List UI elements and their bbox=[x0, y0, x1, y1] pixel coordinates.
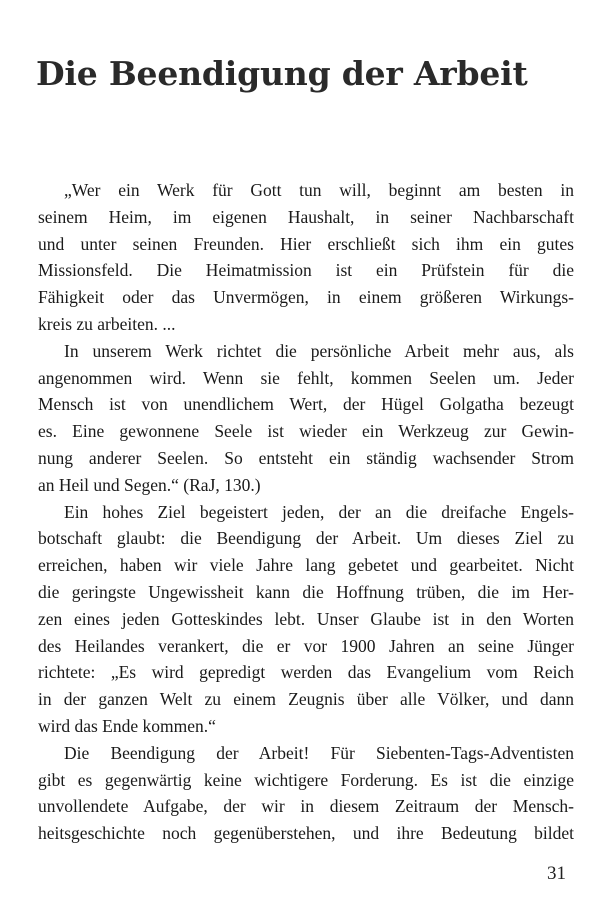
text-line: angenommen wird. Wenn sie fehlt, kommen Seelen um. Jeder bbox=[38, 367, 574, 388]
text-line: gibt es gegenwärtig keine wichtigere Forderung. Es ist die einzige bbox=[38, 769, 574, 790]
text-line: heitsgeschichte noch gegenüberstehen, und ihre Bedeutung bildet bbox=[38, 823, 574, 844]
text-line: unvollendete Aufgabe, der wir in diesem Zeitraum der Mensch- bbox=[38, 796, 574, 817]
text-line: erreichen, haben wir viele Jahre lang gebetet und gearbeitet. Nicht bbox=[38, 555, 574, 576]
text-line: die geringste Ungewissheit kann die Hoffnung trüben, die im Her- bbox=[38, 581, 574, 602]
text-line: es. Eine gewonnene Seele ist wieder ein Werkzeug zur Gewin- bbox=[38, 421, 574, 442]
text-line: kreis zu arbeiten. ... bbox=[38, 313, 176, 334]
text-line: zen eines jeden Gotteskindes lebt. Unser Glaube ist in den Worten bbox=[38, 608, 574, 629]
text-line: Ein hohes Ziel begeistert jeden, der an die dreifache Engels- bbox=[64, 501, 574, 522]
text-line: des Heilandes verankert, die er vor 1900 Jahren an seine Jünger bbox=[38, 635, 574, 656]
text-line: Die Beendigung der Arbeit! Für Siebenten-Tags-Adventisten bbox=[64, 742, 574, 763]
page-number: 31 bbox=[547, 863, 566, 884]
text-line: Missionsfeld. Die Heimatmission ist ein Prüfstein für die bbox=[38, 260, 574, 281]
chapter-title: Die Beendigung der Arbeit bbox=[36, 54, 528, 93]
text-line: wird das Ende kommen.“ bbox=[38, 715, 216, 736]
body-text bbox=[38, 177, 574, 847]
text-line: nung anderer Seelen. So entsteht ein ständig wachsender Strom bbox=[38, 447, 574, 468]
text-line: Fähigkeit oder das Unvermögen, in einem größeren Wirkungs- bbox=[38, 287, 574, 308]
text-line: in der ganzen Welt zu einem Zeugnis über alle Völker, und dann bbox=[38, 689, 574, 710]
text-line: und unter seinen Freunden. Hier erschließt sich ihm ein gutes bbox=[38, 233, 574, 254]
text-line: richtete: „Es wird gepredigt werden das Evangelium vom Reich bbox=[38, 662, 574, 683]
text-line: „Wer ein Werk für Gott tun will, beginnt am besten in bbox=[64, 180, 574, 200]
text-line: seinem Heim, im eigenen Haushalt, in seiner Nachbarschaft bbox=[38, 206, 574, 227]
text-line: botschaft glaubt: die Beendigung der Arbeit. Um dieses Ziel zu bbox=[38, 528, 574, 549]
text-line: an Heil und Segen.“ (RaJ, 130.) bbox=[38, 474, 261, 495]
text-line: Mensch ist von unendlichem Wert, der Hügel Golgatha bezeugt bbox=[38, 394, 574, 415]
text-line: In unserem Werk richtet die persönliche Arbeit mehr aus, als bbox=[64, 340, 574, 361]
